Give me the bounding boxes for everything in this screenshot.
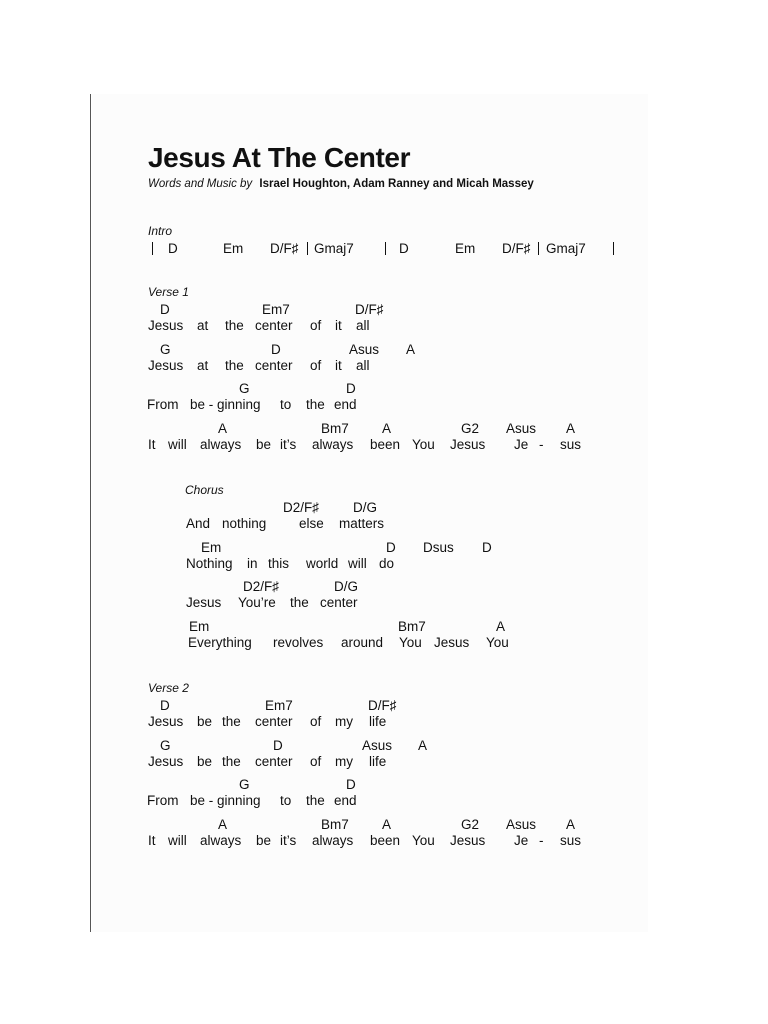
lyric-word: You	[486, 635, 509, 650]
measure-bar	[613, 242, 614, 255]
lyric-word: all	[356, 358, 370, 373]
chord: D/F♯	[355, 302, 384, 317]
chord: Asus	[349, 342, 380, 357]
chord: D	[399, 241, 409, 256]
chord: A	[218, 421, 228, 436]
chord: G2	[461, 817, 480, 832]
chord: D/G	[353, 500, 378, 515]
lyric-word: the	[222, 714, 241, 729]
chord: Asus	[506, 817, 537, 832]
lyric-word: be	[256, 833, 272, 848]
lyric-word: my	[335, 754, 353, 769]
chord: G	[160, 738, 171, 753]
lyric-word: always	[200, 833, 242, 848]
section-label-verse1: Verse 1	[148, 285, 189, 299]
lyric-word: matters	[339, 516, 385, 531]
lyric-word: end	[334, 793, 357, 808]
lyric-word: the	[225, 318, 244, 333]
chord: A	[382, 421, 392, 436]
lyric-word: From	[147, 793, 179, 808]
lyric-word: the	[225, 358, 244, 373]
chord: A	[406, 342, 416, 357]
chord: A	[218, 817, 228, 832]
lyric-word: it’s	[280, 437, 297, 452]
lyric-word: life	[369, 714, 387, 729]
lyric-word: Everything	[188, 635, 252, 650]
lyric-word: of	[310, 754, 322, 769]
lyric-word: be - ginning	[190, 397, 261, 412]
lyric-word: It	[148, 437, 156, 452]
chord: Gmaj7	[314, 241, 354, 256]
lyric-word: my	[335, 714, 353, 729]
lyric-word: will	[348, 556, 367, 571]
chord: Dsus	[423, 540, 454, 555]
lyric-word: -	[539, 437, 544, 452]
lyric-word: Jesus	[186, 595, 222, 610]
chord: Bm7	[321, 421, 349, 436]
chord: D	[160, 302, 170, 317]
chord: D/F♯	[368, 698, 397, 713]
chord: Em	[189, 619, 210, 634]
lyric-word: center	[255, 318, 293, 333]
chord: G2	[461, 421, 480, 436]
chord: A	[418, 738, 428, 753]
section-label-intro: Intro	[148, 224, 173, 238]
credit-label: Words and Music by	[148, 178, 253, 190]
lyric-word: it	[335, 358, 342, 373]
credit-names: Israel Houghton, Adam Ranney and Micah Massey	[259, 178, 534, 190]
chord: Bm7	[321, 817, 349, 832]
lyric-word: You	[399, 635, 422, 650]
lyric-word: -	[539, 833, 544, 848]
lyric-word: to	[280, 793, 292, 808]
chord: D	[273, 738, 283, 753]
chord: D	[271, 342, 281, 357]
song-title: Jesus At The Center	[148, 142, 411, 173]
lyric-word: be	[197, 754, 213, 769]
chord: D2/F♯	[283, 500, 320, 515]
lyric-word: around	[341, 635, 384, 650]
lyric-word: of	[310, 318, 322, 333]
measure-bar	[152, 242, 153, 255]
lyric-word: to	[280, 397, 292, 412]
lyric-word: will	[168, 437, 187, 452]
lyric-word: center	[320, 595, 358, 610]
chord: D	[168, 241, 178, 256]
lyric-word: end	[334, 397, 357, 412]
lyric-word: always	[312, 833, 354, 848]
lyric-word: Je	[514, 437, 529, 452]
lyric-word: sus	[560, 437, 582, 452]
page-edge-rule	[90, 94, 91, 932]
chord: D/F♯	[502, 241, 531, 256]
chord: Asus	[506, 421, 537, 436]
chord: A	[496, 619, 506, 634]
lyric-word: You’re	[238, 595, 276, 610]
chord: A	[566, 817, 576, 832]
lyric-word: nothing	[222, 516, 267, 531]
song-credit	[148, 178, 534, 190]
section-label-chorus: Chorus	[185, 483, 224, 497]
lyric-word: the	[290, 595, 309, 610]
lyric-word: world	[306, 556, 339, 571]
lyric-word: always	[200, 437, 242, 452]
lyric-word: be	[256, 437, 272, 452]
measure-bar	[538, 242, 539, 255]
chord: Gmaj7	[546, 241, 586, 256]
lyric-word: You	[412, 833, 435, 848]
chord: Em7	[265, 698, 293, 713]
lyric-word: will	[168, 833, 187, 848]
lyric-word: be	[197, 714, 213, 729]
lyric-word: sus	[560, 833, 582, 848]
chord: D	[160, 698, 170, 713]
lyric-word: Nothing	[186, 556, 233, 571]
lyric-word: center	[255, 358, 293, 373]
lyric-word: Jesus	[148, 358, 184, 373]
measure-bar	[385, 242, 386, 255]
lyric-word: Je	[514, 833, 529, 848]
lyric-word: And	[186, 516, 211, 531]
lyric-word: Jesus	[450, 833, 486, 848]
chord: D	[386, 540, 396, 555]
lyric-word: it	[335, 318, 342, 333]
lyric-word: the	[306, 397, 325, 412]
chord: D	[346, 381, 356, 396]
lyric-word: do	[379, 556, 395, 571]
chord: Em	[201, 540, 222, 555]
chord: D	[346, 777, 356, 792]
lyric-word: Jesus	[450, 437, 486, 452]
lyric-word: Jesus	[148, 714, 184, 729]
chord: D	[482, 540, 492, 555]
lyric-word: all	[356, 318, 370, 333]
lyric-word: center	[255, 754, 293, 769]
chord: Em	[223, 241, 244, 256]
lyric-word: at	[197, 318, 209, 333]
chord: A	[382, 817, 392, 832]
lyric-word: the	[222, 754, 241, 769]
lyric-word: be - ginning	[190, 793, 261, 808]
chord: Em7	[262, 302, 290, 317]
lyric-word: at	[197, 358, 209, 373]
lyric-word: From	[147, 397, 179, 412]
chord: Bm7	[398, 619, 426, 634]
chord: G	[160, 342, 171, 357]
chord: G	[239, 381, 250, 396]
lyric-word: been	[370, 833, 401, 848]
chord: Asus	[362, 738, 393, 753]
measure-bar	[307, 242, 308, 255]
lyric-word: revolves	[273, 635, 324, 650]
section-label-verse2: Verse 2	[148, 681, 189, 695]
lyric-word: else	[299, 516, 324, 531]
chord: D/F♯	[270, 241, 299, 256]
chord: D2/F♯	[243, 579, 280, 594]
lyric-word: always	[312, 437, 354, 452]
lyric-word: it’s	[280, 833, 297, 848]
lyric-word: this	[268, 556, 290, 571]
lyric-word: the	[306, 793, 325, 808]
chord: G	[239, 777, 250, 792]
lyric-word: in	[247, 556, 258, 571]
chord: D/G	[334, 579, 359, 594]
lyric-word: of	[310, 358, 322, 373]
lyric-word: Jesus	[434, 635, 470, 650]
lyric-word: been	[370, 437, 401, 452]
lyric-word: life	[369, 754, 387, 769]
chord: A	[566, 421, 576, 436]
chord: Em	[455, 241, 476, 256]
lyric-word: It	[148, 833, 156, 848]
lyric-word: center	[255, 714, 293, 729]
lyric-word: of	[310, 714, 322, 729]
lyric-word: You	[412, 437, 435, 452]
lyric-word: Jesus	[148, 318, 184, 333]
lyric-word: Jesus	[148, 754, 184, 769]
